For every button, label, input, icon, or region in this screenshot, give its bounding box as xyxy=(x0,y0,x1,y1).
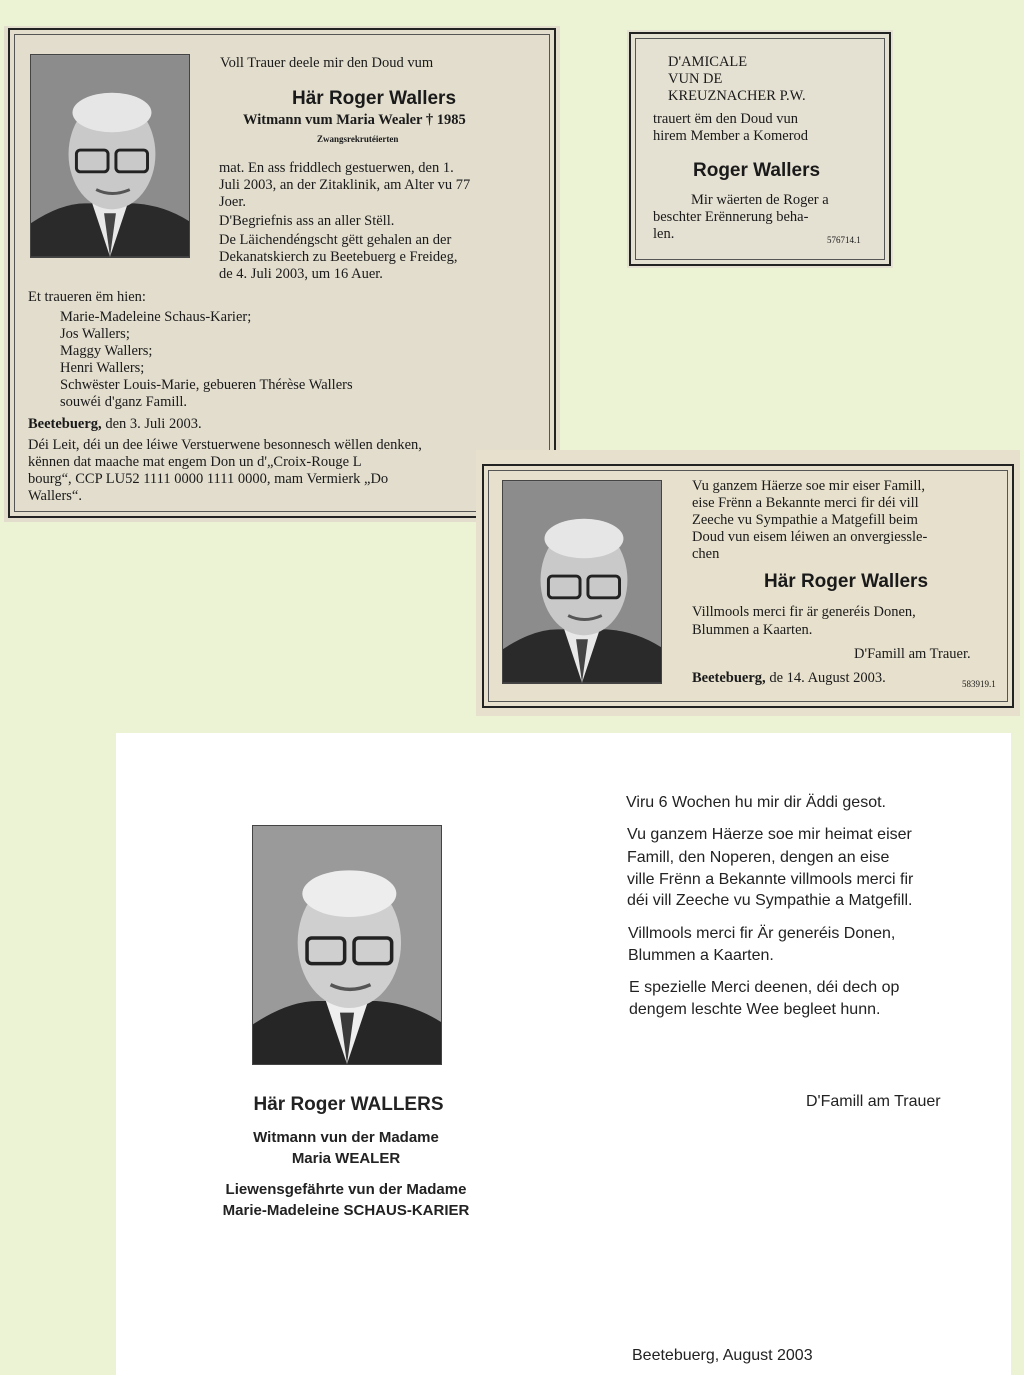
portrait-photo xyxy=(502,480,662,684)
body-line: Juli 2003, an der Zitaklinik, am Alter vu 77 xyxy=(219,177,471,193)
thanks-line: Zeeche vu Sympathie a Matgefill beim xyxy=(692,512,918,528)
notice-intro: Voll Trauer deele mir den Doud vum xyxy=(220,55,434,71)
card-widower-line: Witmann vun der Madame xyxy=(253,1129,439,1146)
dateline-date: den 3. Juli 2003. xyxy=(101,416,202,432)
closing-line: Mir wäerten de Roger a xyxy=(691,192,829,208)
card-paragraph: déi vill Zeeche vu Sympathie a Matgefill. xyxy=(627,892,913,909)
reference-number: 576714.1 xyxy=(827,235,861,245)
body-line: D'Begriefnis ass an aller Stëll. xyxy=(219,213,395,229)
portrait-photo xyxy=(30,54,190,258)
card-paragraph: Vu ganzem Häerze soe mir heimat eiser xyxy=(627,826,912,843)
portrait-illustration xyxy=(253,826,441,1064)
thanks-detail: Blummen a Kaarten. xyxy=(692,622,813,638)
body-line: de 4. Juli 2003, um 16 Auer. xyxy=(219,266,383,282)
org-line: KREUZNACHER P.W. xyxy=(668,88,806,104)
portrait-photo xyxy=(252,825,442,1065)
card-paragraph: Villmools merci fir Är generéis Donen, xyxy=(628,925,896,942)
card-name: Här Roger WALLERS xyxy=(253,1094,444,1115)
thanks-line: Vu ganzem Häerze soe mir eiser Famill, xyxy=(692,478,926,494)
card-widower-line: Maria WEALER xyxy=(291,1150,401,1167)
dateline xyxy=(692,670,886,687)
body-line: Dekanatskierch zu Beetebuerg e Freideg, xyxy=(219,249,458,265)
reference-number: 583919.1 xyxy=(962,679,996,689)
card-paragraph: Blummen a Kaarten. xyxy=(628,947,774,964)
notice-text: hirem Member a Komerod xyxy=(653,128,809,144)
portrait-illustration xyxy=(503,481,661,683)
memorial-card xyxy=(116,733,1011,1375)
mourner: Marie-Madeleine Schaus-Karier; xyxy=(60,309,252,325)
family-signature: D'Famill am Trauer. xyxy=(854,646,971,662)
mourners-intro: Et traueren ëm hien: xyxy=(28,289,146,305)
thanks-detail: Villmools merci fir är generéis Donen, xyxy=(692,604,916,620)
donation-line: Wallers“. xyxy=(28,488,82,504)
card-paragraph: Famill, den Noperen, dengen an eise xyxy=(627,849,890,866)
card-signature: D'Famill am Trauer xyxy=(806,1093,941,1110)
widower-line: Witmann vum Maria Wealer † 1985 xyxy=(243,112,466,128)
mourner: Maggy Wallers; xyxy=(60,343,153,359)
org-line: D'AMICALE xyxy=(668,54,748,70)
thanks-line: chen xyxy=(692,546,720,562)
deceased-name: Här Roger Wallers xyxy=(292,88,457,109)
member-name: Roger Wallers xyxy=(693,160,821,181)
closing-line: len. xyxy=(653,226,675,242)
dateline-place: Beetebuerg, xyxy=(692,670,766,686)
mourner: souwéi d'ganz Famill. xyxy=(60,394,188,410)
donation-line: Déi Leit, déi un dee léiwe Verstuerwene besonnesch wëllen denken, xyxy=(28,437,422,453)
dateline-place: Beetebuerg, xyxy=(28,416,102,432)
dateline xyxy=(28,416,202,433)
body-line: mat. En ass friddlech gestuerwen, den 1. xyxy=(219,160,454,176)
mourner: Schwëster Louis-Marie, gebueren Thérèse Wallers xyxy=(60,377,353,393)
clipping-amicale-notice xyxy=(627,30,893,268)
status-line: Zwangsrekrutéierten xyxy=(317,134,399,144)
dateline-date: de 14. August 2003. xyxy=(765,670,886,686)
thanks-line: Doud vun eisem léiwen an onvergiessle- xyxy=(692,529,928,545)
card-dateline: Beetebuerg, August 2003 xyxy=(632,1347,813,1364)
card-partner-line: Liewensgefährte vun der Madame xyxy=(225,1181,467,1198)
body-line: De Läichendéngscht gëtt gehalen an der xyxy=(219,232,452,248)
donation-line: kënnen dat maache mat engem Don un d'„Croix-Rouge L xyxy=(28,454,362,470)
thanks-line: eise Frënn a Bekannte merci fir déi vill xyxy=(692,495,919,511)
deceased-name: Här Roger Wallers xyxy=(764,571,929,592)
org-line: VUN DE xyxy=(668,71,723,87)
body-line: Joer. xyxy=(219,194,246,210)
clipping-death-notice xyxy=(4,26,560,522)
card-partner-line: Marie-Madeleine SCHAUS-KARIER xyxy=(222,1202,470,1219)
donation-line: bourg“, CCP LU52 1111 0000 1111 0000, mam Vermierk „Do xyxy=(28,471,389,487)
clipping-thanks-notice xyxy=(476,450,1020,716)
card-paragraph: ville Frënn a Bekannte villmools merci fir xyxy=(627,871,914,888)
mourner: Jos Wallers; xyxy=(60,326,130,342)
closing-line: beschter Erënnerung beha- xyxy=(653,209,809,225)
mourner: Henri Wallers; xyxy=(60,360,145,376)
notice-text: trauert ëm den Doud vun xyxy=(653,111,798,127)
card-paragraph: E spezielle Merci deenen, déi dech op xyxy=(629,979,900,996)
portrait-illustration xyxy=(31,55,189,257)
card-paragraph: Viru 6 Wochen hu mir dir Äddi gesot. xyxy=(626,794,886,811)
card-paragraph: dengem leschte Wee begleet hunn. xyxy=(629,1001,881,1018)
